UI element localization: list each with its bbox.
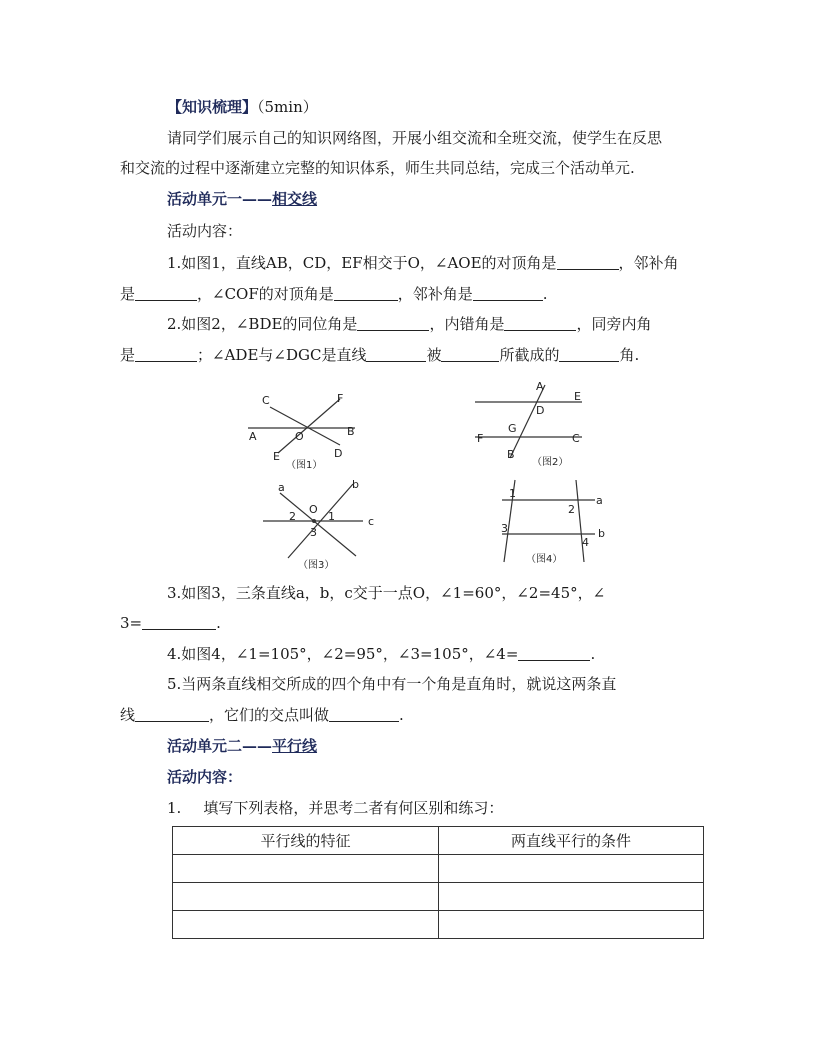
section-header [167,97,702,117]
fig2-label-a: A [536,380,544,393]
intro-line-2: 和交流的过程中逐渐建立完整的知识体系，师生共同总结，完成三个活动单元. [120,159,635,177]
q1-text-d: ，∠COF的对顶角是 [197,285,334,303]
question-2-line-2 [120,345,700,365]
figure-4 [490,476,615,568]
unit2-item-text: 填写下列表格，并思考二者有何区别和练习： [203,799,504,817]
q3-end: . [216,614,221,632]
figure-3 [258,478,383,570]
table-header-conditions: 两直线平行的条件 [439,827,704,855]
fig4-transversal-right [576,480,584,562]
question-1-line-2 [120,284,700,304]
q2-blank-6[interactable] [559,347,619,362]
fig1-label-d: D [334,447,343,460]
question-5-line-1: 5.当两条直线相交所成的四个角中有一个角是直角时，就说这两条直 [167,675,617,693]
fig2-label-b: B [507,448,515,461]
q5-blank-2[interactable] [329,707,399,722]
q1-text-a: 1.如图1，直线AB，CD，EF相交于O，∠AOE的对顶角是 [167,254,557,272]
q1-blank-3[interactable] [334,286,398,301]
fig3-label-2: 2 [289,510,296,523]
table-cell[interactable] [439,855,704,883]
q2-blank-5[interactable] [441,347,499,362]
figure-2 [470,380,590,470]
section-time: （5min） [257,98,318,116]
q5-end: . [399,706,404,724]
unit1-title-topic: 相交线 [272,190,318,208]
q1-text-b: ，邻补角 [618,254,679,272]
fig1-label-o: O [295,430,304,443]
fig4-label-a: a [596,494,603,507]
unit2-title [167,736,702,756]
fig3-label-b: b [352,478,359,491]
q5-blank-1[interactable] [135,707,209,722]
question-2-line-1 [167,314,702,334]
unit2-title-prefix: 活动单元二—— [167,737,273,755]
fig3-point-o [312,519,316,523]
fig2-label-g: G [508,422,517,435]
question-1-line-1 [167,253,702,273]
question-4 [167,644,702,664]
fig3-label-1: 1 [328,510,335,523]
fig1-label-f: F [337,392,344,405]
unit2-content-label: 活动内容： [167,768,243,786]
parallel-lines-table [172,826,704,939]
fig1-caption: （图1） [286,460,323,470]
fig3-caption: （图3） [298,560,335,570]
q2-text-e: ；∠ADE与∠DGC是直线 [197,346,367,364]
table-row [173,911,704,939]
fig4-label-2: 2 [568,503,575,516]
q5-text-b: 线 [120,706,136,724]
q2-blank-3[interactable] [135,347,197,362]
unit1-title [167,189,702,209]
fig1-label-a: A [249,430,257,443]
q2-text-a: 2.如图2，∠BDE的同位角是 [167,315,358,333]
fig4-label-1: 1 [509,487,516,500]
q4-blank[interactable] [518,646,590,661]
fig1-line-cd [270,407,340,445]
section-title: 【知识梳理】 [167,98,258,116]
fig2-label-d: D [536,404,545,417]
intro-line-1: 请同学们展示自己的知识网络图，开展小组交流和全班交流，使学生在反思 [167,129,663,147]
fig3-label-c: c [368,515,375,528]
q1-blank-4[interactable] [473,286,543,301]
table-cell[interactable] [173,911,439,939]
fig2-label-c: C [572,432,580,445]
q3-blank[interactable] [142,615,216,630]
fig1-label-e: E [273,450,280,463]
unit2-title-topic: 平行线 [272,737,318,755]
question-3-line-1 [167,583,702,603]
q2-text-g: 所截成的 [499,346,560,364]
table-cell[interactable] [173,855,439,883]
q1-end: . [542,285,548,303]
q1-text-c: 是 [120,285,136,303]
fig4-label-b: b [598,527,605,540]
table-cell[interactable] [173,883,439,911]
table-cell[interactable] [439,911,704,939]
table-row [173,883,704,911]
q2-text-b: ，内错角是 [429,315,505,333]
fig4-label-3: 3 [501,522,508,535]
q3-text-b: 3= [120,614,143,632]
table-header-row [173,827,704,855]
q1-blank-2[interactable] [135,286,197,301]
q2-text-c: ，同旁内角 [576,315,652,333]
q2-text-d: 是 [120,346,136,364]
fig1-line-ef [278,399,340,453]
fig3-label-3: 3 [310,526,317,539]
fig1-label-b: B [347,425,355,438]
question-5-line-2 [120,705,700,725]
q4-text-a: 4.如图4，∠1=105°，∠2=95°，∠3=105°，∠4= [167,645,519,663]
q4-end: . [590,645,596,663]
fig2-label-f: F [477,432,484,445]
fig2-caption: （图2） [532,457,569,468]
q2-blank-4[interactable] [366,347,426,362]
q1-text-e: ，邻补角是 [397,285,473,303]
figure-1 [240,385,365,470]
q1-blank-1[interactable] [557,255,619,270]
table-header-features: 平行线的特征 [173,827,439,855]
q3-text-a: 3.如图3，三条直线a，b，c交于一点O，∠1=60°，∠2=45°，∠ [167,584,606,602]
q2-text-f: 被 [426,346,442,364]
fig4-caption: （图4） [526,554,563,565]
q5-text-c: ，它们的交点叫做 [209,706,330,724]
q2-blank-1[interactable] [357,316,429,331]
fig1-label-c: C [262,394,270,407]
q2-text-h: 角. [619,346,640,364]
q2-blank-2[interactable] [504,316,576,331]
fig3-label-o: O [309,503,318,516]
fig4-label-4: 4 [582,536,589,549]
unit1-content-label: 活动内容： [167,222,243,240]
fig2-label-e: E [574,390,581,403]
unit1-title-prefix: 活动单元一—— [167,190,273,208]
question-3-line-2 [120,613,700,633]
table-row [173,855,704,883]
fig3-label-a: a [278,481,285,494]
table-cell[interactable] [439,883,704,911]
unit2-item-1 [167,798,702,818]
unit2-item-number: 1. [167,799,182,817]
